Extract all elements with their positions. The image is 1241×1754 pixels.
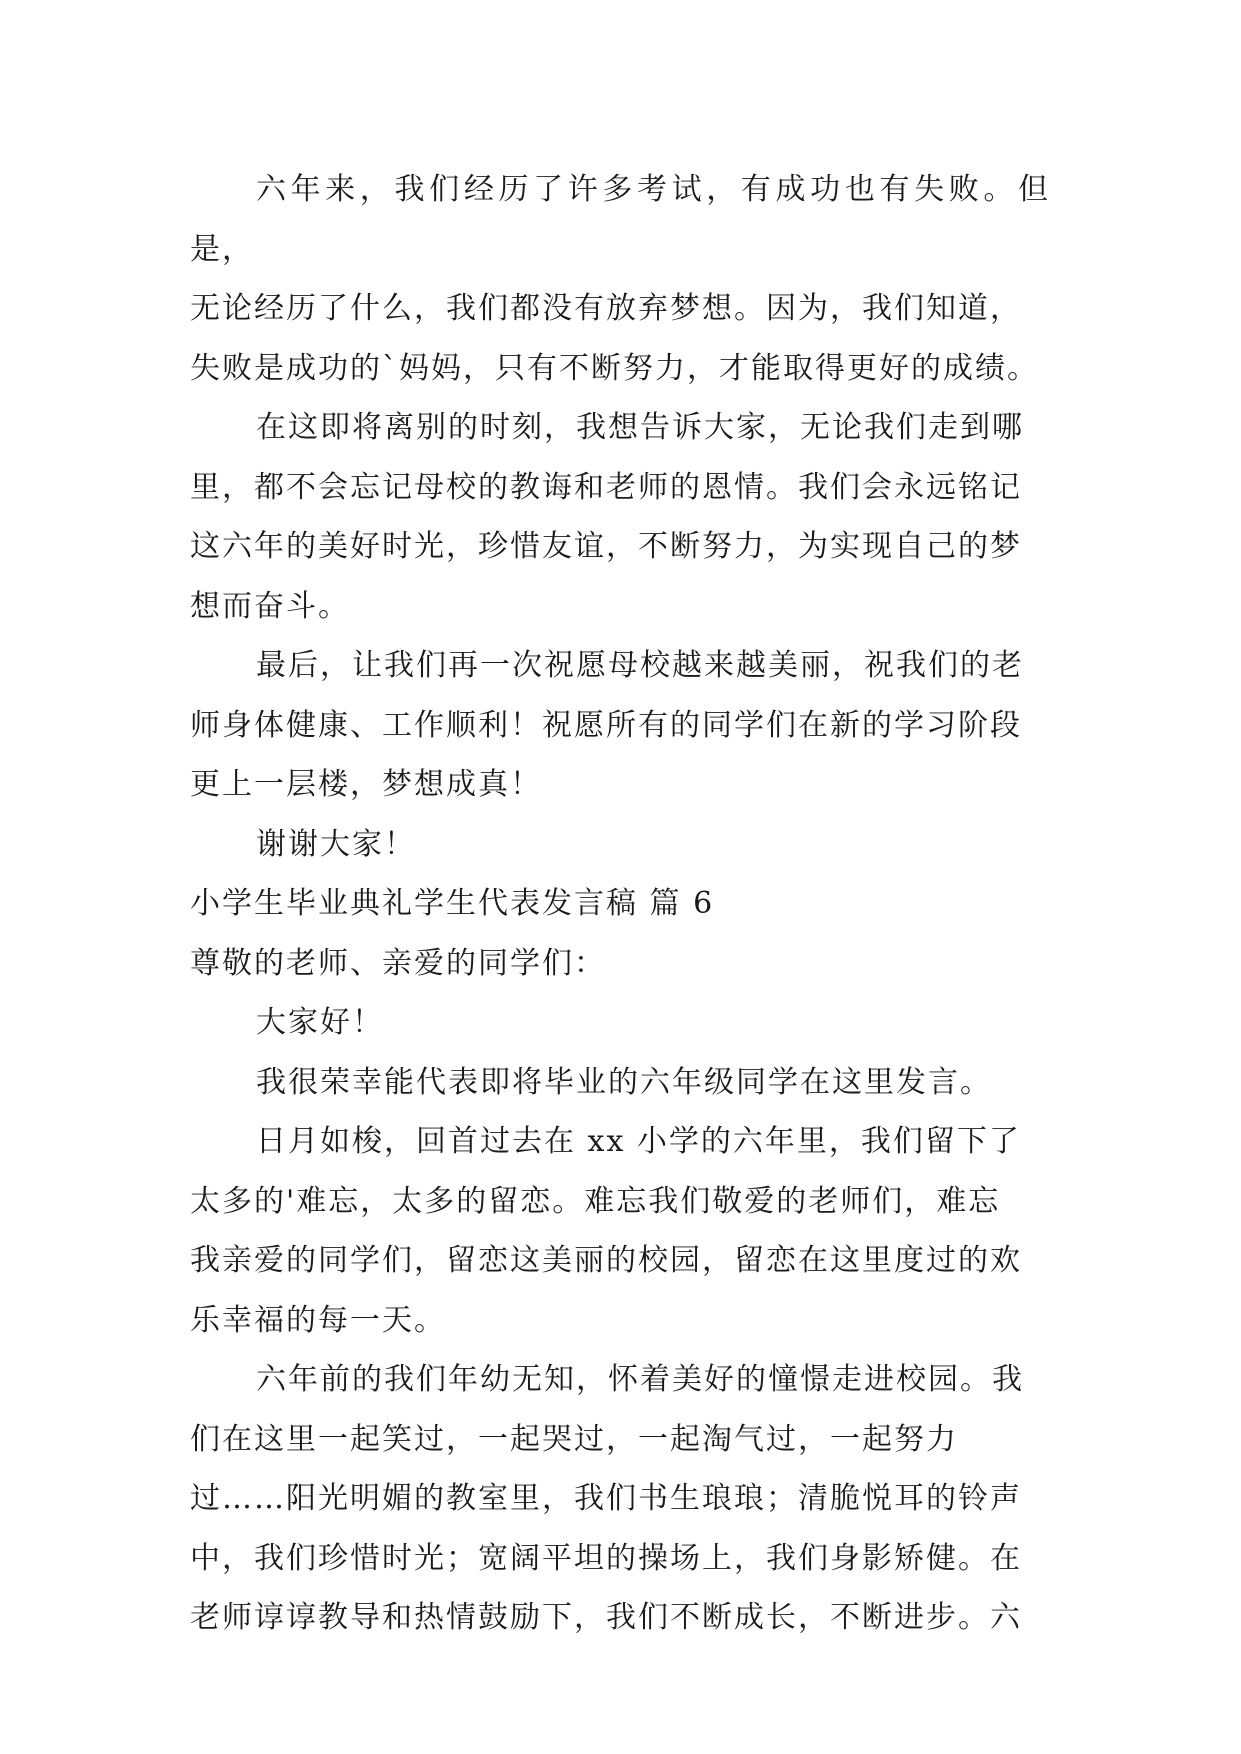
paragraph-greeting: 大家好！ <box>256 1005 384 1040</box>
paragraph-memories: 日月如梭，回首过去在 xx 小学的六年里，我们留下了 太多的'难忘，太多的留恋。难忘我们敬爱的老师们，难忘 我亲爱的同学们，留恋这美丽的校园，留恋在这里度过的欢 乐幸福的每一天。 <box>190 1124 1022 1338</box>
paragraph-six-years-ago: 六年前的我们年幼无知，怀着美好的憧憬走进校园。我 们在这里一起笑过，一起哭过，一起淘气过，一起努力 过……阳光明媚的教室里，我们书生琅琅；清脆悦耳的铃声 中，我们珍惜时光；宽阔平坦的操场上，我们身影矫健。在 老师谆谆教导和热情鼓励下，我们不断成长，不断进步。六 <box>190 1362 1024 1635</box>
paragraph-exams: 六年来，我们经历了许多考试，有成功也有失败。但是， 无论经历了什么，我们都没有放弃梦想。因为，我们知道， 失败是成功的`妈妈，只有不断努力，才能取得更好的成绩。 <box>190 172 1050 386</box>
salutation: 尊敬的老师、亲爱的同学们： <box>190 945 606 981</box>
paragraph-thanks: 谢谢大家！ <box>256 826 416 862</box>
document-page <box>190 160 1050 1648</box>
paragraph-wishes: 最后，让我们再一次祝愿母校越来越美丽，祝我们的老 师身体健康、工作顺利！祝愿所有的同学们在新的学习阶段 更上一层楼，梦想成真！ <box>190 648 1024 802</box>
paragraph-farewell: 在这即将离别的时刻，我想告诉大家，无论我们走到哪 里，都不会忘记母校的教诲和老师的恩情。我们会永远铭记 这六年的美好时光，珍惜友谊，不断努力，为实现自己的梦 想而奋斗。 <box>190 410 1024 624</box>
section-title: 小学生毕业典礼学生代表发言稿 篇 6 <box>190 886 715 921</box>
paragraph-honor: 我很荣幸能代表即将毕业的六年级同学在这里发言。 <box>256 1064 992 1100</box>
